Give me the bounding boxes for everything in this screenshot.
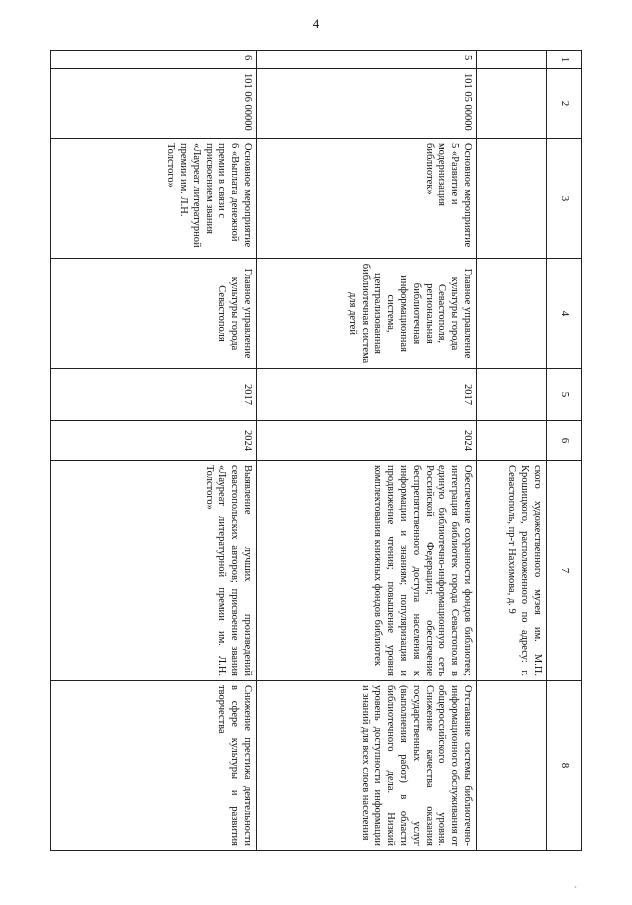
continuation-row	[477, 51, 547, 851]
rotated-table-container	[50, 50, 582, 850]
header-cell-6: 6	[547, 421, 582, 461]
consequence: Снижение престижа деятельности в сфере культуры и развития творчества	[51, 681, 257, 851]
activity-name: Основное мероприятие 6 «Выплата денежной премии в связи с присвоением звания «Лауреат литературной премии им. Л.Н. Толстого»	[51, 139, 257, 259]
continuation-text: ского художественного музея им. М.П. Крошицкого, расположенного по адресу: г. Севастополь, пр-т Нахимова, д. 9	[477, 461, 547, 681]
scan-mark: `	[574, 885, 577, 895]
header-cell-1: 1	[547, 51, 582, 69]
header-cell-2: 2	[547, 69, 582, 139]
header-cell-4: 4	[547, 259, 582, 369]
row-code: 101 06 00000	[51, 69, 257, 139]
header-cell-8: 8	[547, 681, 582, 851]
cell	[477, 259, 547, 369]
row-code: 101 05 00000	[257, 69, 477, 139]
cell	[477, 681, 547, 851]
end-year: 2024	[257, 421, 477, 461]
program-activities-table	[50, 50, 582, 851]
row-number: 6	[51, 51, 257, 69]
end-year: 2024	[51, 421, 257, 461]
table-row-6	[51, 51, 257, 851]
row-number: 5	[257, 51, 477, 69]
start-year: 2017	[257, 369, 477, 421]
consequence: Отставание системы библиотечно-информационного обслуживания от общероссийского уровня. Снижение качества оказания государственных услуг (выполнения работ) в области библиотечного дела. Низкий уровень доступности информации и знаний для всех слоев населения	[257, 681, 477, 851]
start-year: 2017	[51, 369, 257, 421]
cell	[477, 369, 547, 421]
page-number: 4	[312, 16, 320, 31]
table-row-5	[257, 51, 477, 851]
executor: Главное управление культуры города Севастополя	[51, 259, 257, 369]
cell	[477, 421, 547, 461]
cell	[477, 139, 547, 259]
executor: Главное управление культуры города Севастополя, региональная библиотечная информационная система, централизованная библиотечная система для детей	[257, 259, 477, 369]
header-cell-5: 5	[547, 369, 582, 421]
cell	[477, 69, 547, 139]
header-cell-3: 3	[547, 139, 582, 259]
header-cell-7: 7	[547, 461, 582, 681]
cell	[477, 51, 547, 69]
activity-name: Основное мероприятие 5 «Развитие и модернизация библиотек»	[257, 139, 477, 259]
header-row	[547, 51, 582, 851]
expected-result: Выявление лучших произведений севастопольских авторов; присвоение звания «Лауреат литературной премии им. Л.Н. Толстого»	[51, 461, 257, 681]
expected-result: Обеспечение сохранности фондов библиотек; интеграция библиотек города Севастополя в единую библиотечно-информационную сеть Российской Федерации; обеспечение беспрепятственного доступа населения к информации и знаниям; популяризация и продвижение чтения; повышение уровня комплектования книжных фондов библиотек	[257, 461, 477, 681]
